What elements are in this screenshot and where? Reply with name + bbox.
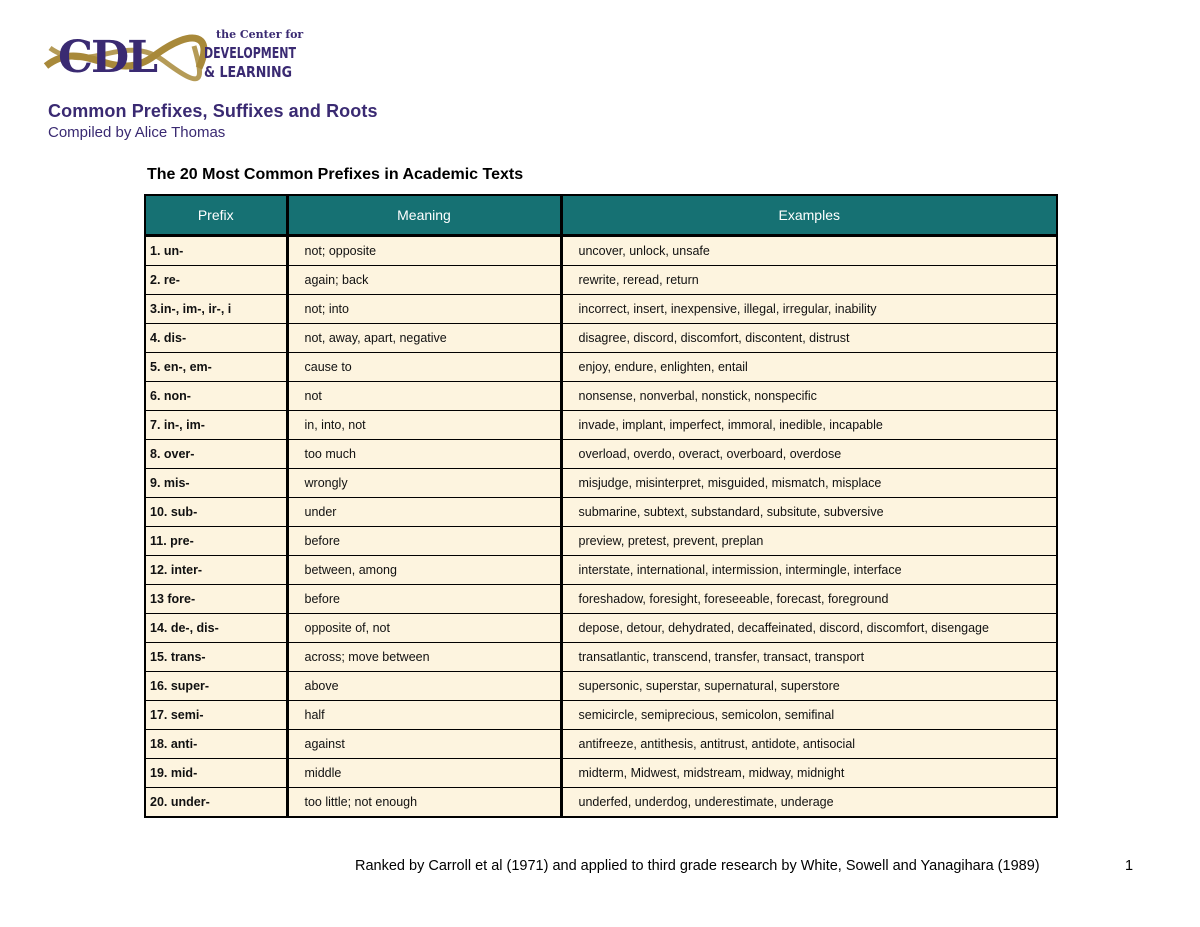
- examples-cell: disagree, discord, discomfort, discontent, distrust: [561, 324, 1057, 353]
- meaning-cell: not; into: [287, 295, 561, 324]
- meaning-cell: opposite of, not: [287, 614, 561, 643]
- prefix-cell: 15. trans-: [145, 643, 287, 672]
- column-header-meaning: Meaning: [287, 195, 561, 236]
- examples-cell: uncover, unlock, unsafe: [561, 236, 1057, 266]
- examples-cell: transatlantic, transcend, transfer, transact, transport: [561, 643, 1057, 672]
- table-row: [145, 759, 1057, 788]
- meaning-cell: too little; not enough: [287, 788, 561, 818]
- meaning-cell: before: [287, 527, 561, 556]
- table-row: [145, 324, 1057, 353]
- examples-cell: preview, pretest, prevent, preplan: [561, 527, 1057, 556]
- meaning-cell: too much: [287, 440, 561, 469]
- table-row: [145, 788, 1057, 818]
- logo-line-2: DEVELOPMENT: [204, 44, 297, 62]
- examples-cell: invade, implant, imperfect, immoral, inedible, incapable: [561, 411, 1057, 440]
- examples-cell: overload, overdo, overact, overboard, overdose: [561, 440, 1057, 469]
- table-row: [145, 353, 1057, 382]
- meaning-cell: before: [287, 585, 561, 614]
- meaning-cell: not, away, apart, negative: [287, 324, 561, 353]
- examples-cell: antifreeze, antithesis, antitrust, antidote, antisocial: [561, 730, 1057, 759]
- page-number: 1: [1125, 858, 1134, 874]
- table-body: [145, 236, 1057, 818]
- prefix-cell: 13 fore-: [145, 585, 287, 614]
- examples-cell: submarine, subtext, substandard, subsitute, subversive: [561, 498, 1057, 527]
- examples-cell: depose, detour, dehydrated, decaffeinated, discord, discomfort, disengage: [561, 614, 1057, 643]
- prefix-cell: 6. non-: [145, 382, 287, 411]
- table-row: [145, 672, 1057, 701]
- meaning-cell: above: [287, 672, 561, 701]
- document-subtitle: Compiled by Alice Thomas: [48, 124, 226, 141]
- meaning-cell: between, among: [287, 556, 561, 585]
- logo-wordmark: CDL: [58, 32, 157, 83]
- table-row: [145, 614, 1057, 643]
- cdl-logo-graphic: [44, 26, 304, 84]
- prefix-cell: 1. un-: [145, 236, 287, 266]
- meaning-cell: under: [287, 498, 561, 527]
- table-row: [145, 701, 1057, 730]
- column-header-prefix: Prefix: [145, 195, 287, 236]
- examples-cell: midterm, Midwest, midstream, midway, midnight: [561, 759, 1057, 788]
- prefix-cell: 7. in-, im-: [145, 411, 287, 440]
- footer-note: Ranked by Carroll et al (1971) and applied to third grade research by White, Sowell and Yanagihara (1989): [355, 858, 1040, 874]
- meaning-cell: middle: [287, 759, 561, 788]
- examples-cell: incorrect, insert, inexpensive, illegal, irregular, inability: [561, 295, 1057, 324]
- prefix-cell: 10. sub-: [145, 498, 287, 527]
- examples-cell: semicircle, semiprecious, semicolon, semifinal: [561, 701, 1057, 730]
- table-row: [145, 295, 1057, 324]
- meaning-cell: across; move between: [287, 643, 561, 672]
- meaning-cell: not: [287, 382, 561, 411]
- examples-cell: supersonic, superstar, supernatural, superstore: [561, 672, 1057, 701]
- examples-cell: enjoy, endure, enlighten, entail: [561, 353, 1057, 382]
- prefix-cell: 18. anti-: [145, 730, 287, 759]
- prefix-table: [144, 194, 1058, 818]
- prefix-cell: 14. de-, dis-: [145, 614, 287, 643]
- logo-line-1: the Center for: [216, 28, 304, 41]
- table-title: The 20 Most Common Prefixes in Academic Texts: [147, 166, 524, 183]
- examples-cell: underfed, underdog, underestimate, underage: [561, 788, 1057, 818]
- logo-line-3: & LEARNING: [204, 63, 292, 81]
- meaning-cell: half: [287, 701, 561, 730]
- table-row: [145, 440, 1057, 469]
- prefix-cell: 19. mid-: [145, 759, 287, 788]
- prefix-cell: 12. inter-: [145, 556, 287, 585]
- table-row: [145, 411, 1057, 440]
- examples-cell: interstate, international, intermission, intermingle, interface: [561, 556, 1057, 585]
- table-row: [145, 556, 1057, 585]
- examples-cell: misjudge, misinterpret, misguided, mismatch, misplace: [561, 469, 1057, 498]
- prefix-cell: 2. re-: [145, 266, 287, 295]
- table-row: [145, 469, 1057, 498]
- prefix-cell: 20. under-: [145, 788, 287, 818]
- column-header-examples: Examples: [561, 195, 1057, 236]
- prefix-cell: 9. mis-: [145, 469, 287, 498]
- cdl-logo: [44, 26, 304, 84]
- examples-cell: rewrite, reread, return: [561, 266, 1057, 295]
- prefix-cell: 4. dis-: [145, 324, 287, 353]
- meaning-cell: in, into, not: [287, 411, 561, 440]
- meaning-cell: wrongly: [287, 469, 561, 498]
- document-title: Common Prefixes, Suffixes and Roots: [48, 101, 378, 121]
- meaning-cell: not; opposite: [287, 236, 561, 266]
- meaning-cell: cause to: [287, 353, 561, 382]
- prefix-cell: 17. semi-: [145, 701, 287, 730]
- examples-cell: foreshadow, foresight, foreseeable, forecast, foreground: [561, 585, 1057, 614]
- prefix-cell: 11. pre-: [145, 527, 287, 556]
- meaning-cell: against: [287, 730, 561, 759]
- table-header-row: [145, 195, 1057, 236]
- table-row: [145, 382, 1057, 411]
- table-row: [145, 585, 1057, 614]
- table-row: [145, 498, 1057, 527]
- table-row: [145, 527, 1057, 556]
- prefix-cell: 16. super-: [145, 672, 287, 701]
- prefix-cell: 3.in-, im-, ir-, i: [145, 295, 287, 324]
- prefix-cell: 5. en-, em-: [145, 353, 287, 382]
- meaning-cell: again; back: [287, 266, 561, 295]
- prefix-cell: 8. over-: [145, 440, 287, 469]
- table-row: [145, 236, 1057, 266]
- table-row: [145, 266, 1057, 295]
- table-row: [145, 643, 1057, 672]
- examples-cell: nonsense, nonverbal, nonstick, nonspecific: [561, 382, 1057, 411]
- table-row: [145, 730, 1057, 759]
